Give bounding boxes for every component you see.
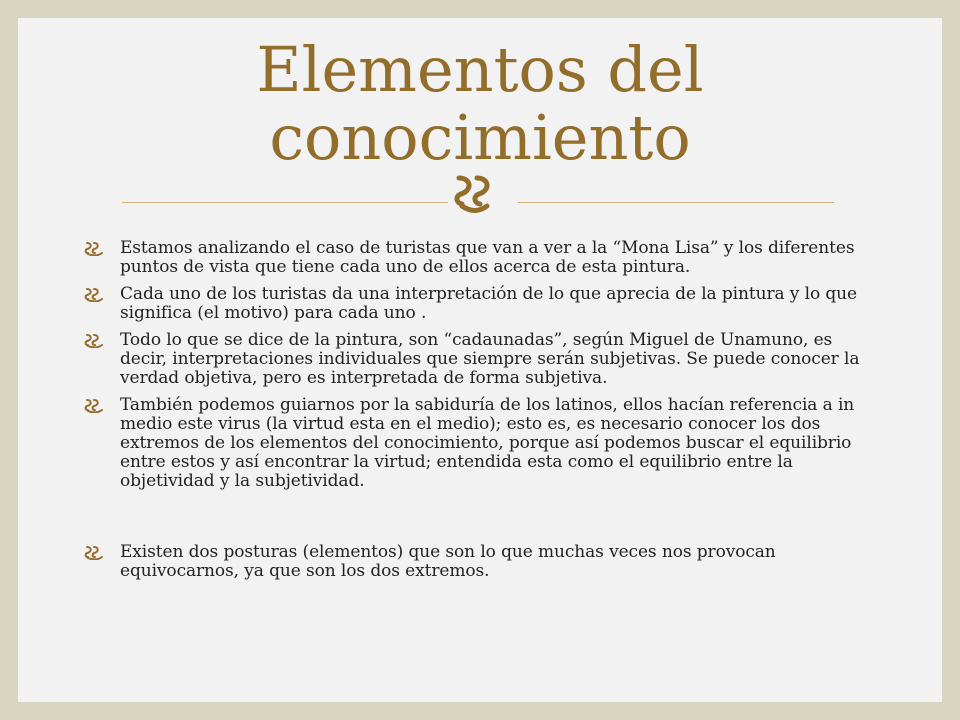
bullet-icon [84, 287, 106, 302]
list-item [84, 285, 884, 323]
bullet-text: Todo lo que se dice de la pintura, son “cadaunadas”, según Miguel de Unamuno, es decir, interpretaciones individuales que siempre serán subjetivas. Se puede conocer la verdad objetiva, pero es interpretada de forma subjetiva. [120, 330, 860, 388]
bullet-text: Existen dos posturas (elementos) que son lo que muchas veces nos provocan equivocarnos, ya que son los dos extremos. [120, 542, 776, 581]
list-item [84, 331, 884, 388]
bullet-icon [84, 545, 106, 560]
title-divider-right [518, 202, 834, 203]
slide-title: Elementos del conocimiento [256, 33, 704, 175]
bullet-icon [84, 333, 106, 348]
list-item [84, 396, 884, 491]
bullet-icon [84, 398, 106, 413]
bullet-text: También podemos guiarnos por la sabiduría de los latinos, ellos hacían referencia a in medio este virus (la virtud esta en el medio); esto es, es necesario conocer los dos extremos de los elementos del conocimiento, porque así podemos buscar el equilibrio entre estos y así encontrar la virtud; entendida esta como el equilibrio entre la objetividad y la subjetividad. [120, 395, 855, 491]
list-item [84, 239, 884, 277]
ornament-icon [449, 170, 513, 220]
title-divider-left [122, 202, 448, 203]
bullet-text: Estamos analizando el caso de turistas que van a ver a la “Mona Lisa” y los diferentes puntos de vista que tiene cada uno de ellos acerca de esta pintura. [120, 238, 855, 277]
bullet-text: Cada uno de los turistas da una interpretación de lo que aprecia de la pintura y lo que significa (el motivo) para cada uno . [120, 284, 857, 323]
bullet-list [84, 239, 884, 589]
bullet-icon [84, 241, 106, 256]
list-item [84, 543, 884, 581]
